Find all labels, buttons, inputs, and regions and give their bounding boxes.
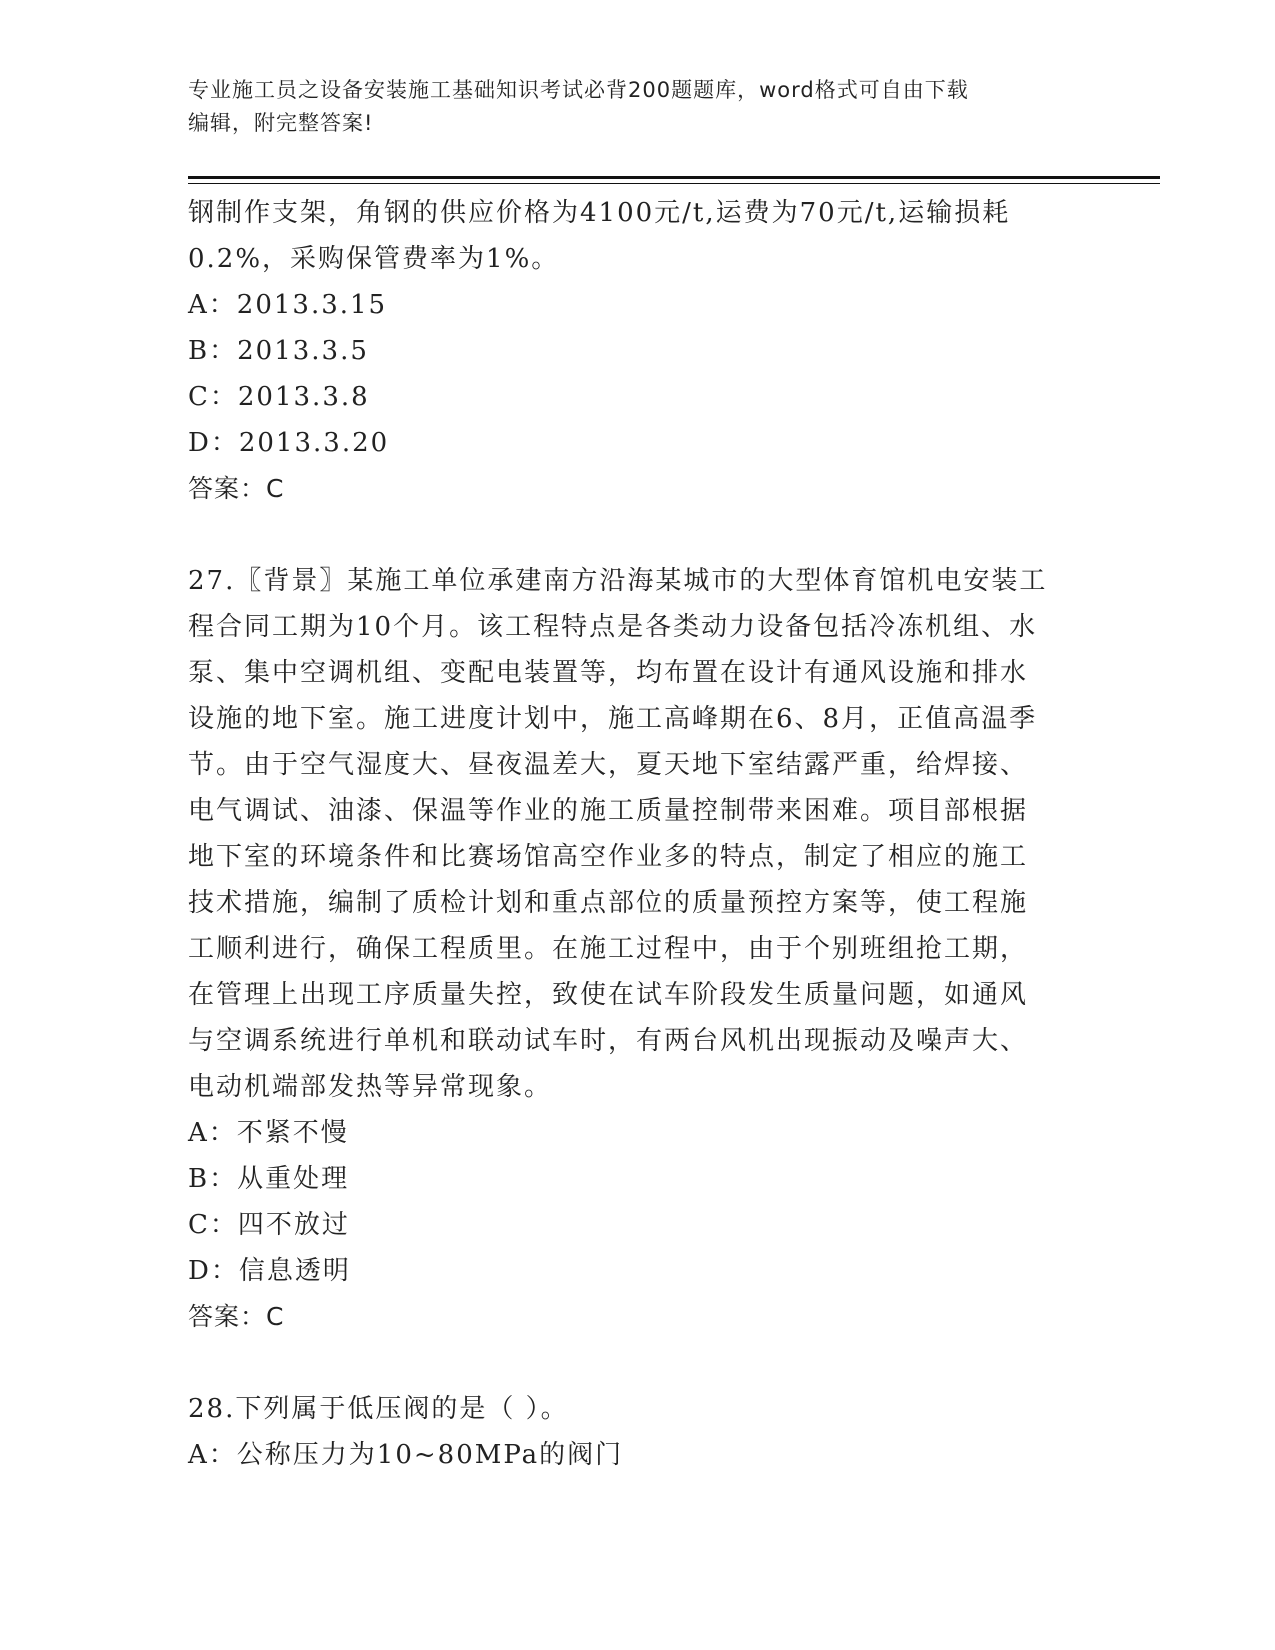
question-text-line: 节。由于空气湿度大、昼夜温差大，夏天地下室结露严重，给焊接、	[188, 750, 1029, 780]
option-a: A：公称压力为10~80MPa的阀门	[188, 1440, 624, 1470]
question-spacer	[188, 512, 1088, 558]
option-b: B：2013.3.5	[188, 336, 369, 366]
question-text-line: 0.2%，采购保管费率为1%。	[188, 244, 560, 274]
question-spacer	[188, 1340, 1088, 1386]
option-a: A：2013.3.15	[188, 290, 388, 320]
option-c: C：2013.3.8	[188, 382, 370, 412]
question-27	[188, 558, 1088, 1340]
answer-label: 答案：C	[188, 474, 285, 503]
question-text-line: 地下室的环境条件和比赛场馆高空作业多的特点，制定了相应的施工	[188, 842, 1029, 872]
question-text-line: 27.〖背景〗某施工单位承建南方沿海某城市的大型体育馆机电安装工	[188, 566, 1048, 596]
question-28	[188, 1386, 1088, 1478]
document-header	[188, 74, 1068, 140]
question-text-line: 电动机端部发热等异常现象。	[188, 1072, 553, 1102]
question-text-line: 程合同工期为10个月。该工程特点是各类动力设备包括冷冻机组、水	[188, 612, 1038, 642]
question-text-line: 泵、集中空调机组、变配电装置等，均布置在设计有通风设施和排水	[188, 658, 1029, 688]
header-title-line-1: 专业施工员之设备安装施工基础知识考试必背200题题库，word格式可自由下载	[188, 78, 969, 102]
option-d: D：2013.3.20	[188, 428, 390, 458]
option-c: C：四不放过	[188, 1210, 350, 1240]
answer-label: 答案：C	[188, 1302, 285, 1331]
header-rule-thick	[188, 176, 1160, 179]
option-d: D：信息透明	[188, 1256, 351, 1286]
document-body	[188, 190, 1088, 1478]
question-text-line: 28.下列属于低压阀的是（ ）。	[188, 1394, 569, 1424]
question-text-line: 电气调试、油漆、保温等作业的施工质量控制带来困难。项目部根据	[188, 796, 1029, 826]
question-text-line: 在管理上出现工序质量失控，致使在试车阶段发生质量问题，如通风	[188, 980, 1029, 1010]
question-text-line: 设施的地下室。施工进度计划中，施工高峰期在6、8月，正值高温季	[188, 704, 1038, 734]
header-rule-thin	[188, 183, 1160, 184]
question-26	[188, 190, 1088, 512]
question-text-line: 钢制作支架，角钢的供应价格为4100元/t,运费为70元/t,运输损耗	[188, 198, 1011, 228]
option-a: A：不紧不慢	[188, 1118, 349, 1148]
question-text-line: 技术措施，编制了质检计划和重点部位的质量预控方案等，使工程施	[188, 888, 1029, 918]
question-text-line: 与空调系统进行单机和联动试车时，有两台风机出现振动及噪声大、	[188, 1026, 1029, 1056]
header-title-line-2: 编辑，附完整答案!	[188, 111, 374, 135]
question-text-line: 工顺利进行，确保工程质里。在施工过程中，由于个别班组抢工期，	[188, 934, 1029, 964]
option-b: B：从重处理	[188, 1164, 350, 1194]
